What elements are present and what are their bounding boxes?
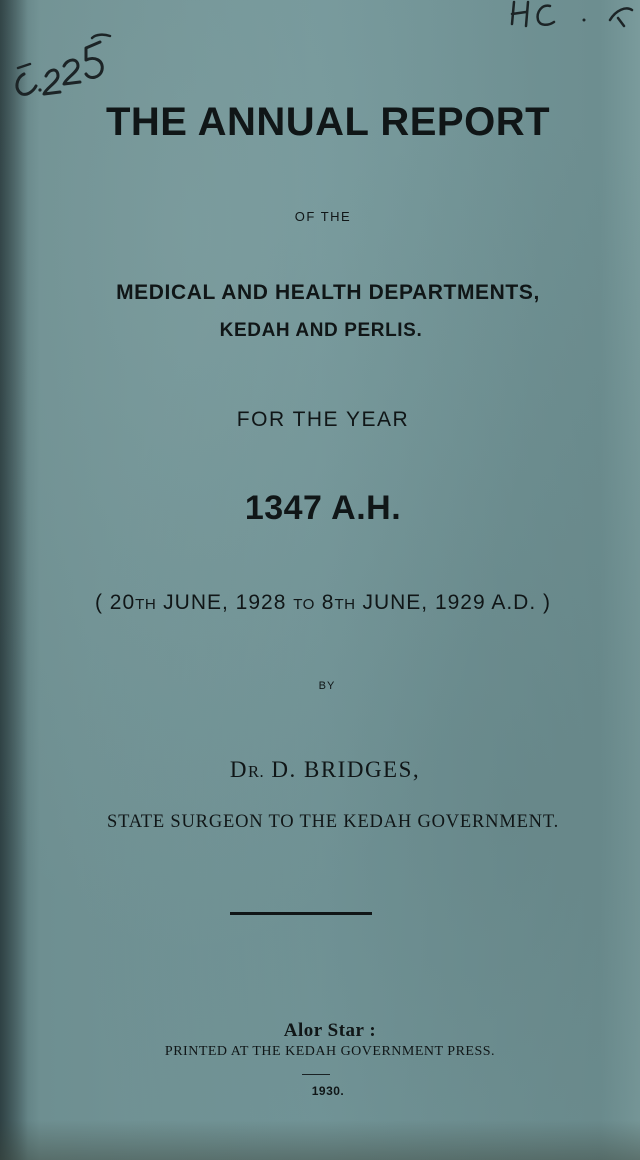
period-open: ( 20	[94, 591, 136, 614]
period-to: TO	[293, 596, 315, 613]
of-the-text: OF THE	[294, 209, 352, 224]
printer-line: PRINTED AT THE KEDAH GOVERNMENT PRESS.	[164, 1044, 496, 1059]
author-name	[0, 757, 640, 783]
publication-place: Alor Star :	[283, 1020, 377, 1041]
by-text: BY	[318, 680, 336, 692]
department-name: MEDICAL AND HEALTH DEPARTMENTS,	[116, 281, 540, 304]
author-prefix-small: R.	[247, 762, 265, 781]
bottom-edge-shadow	[0, 1120, 640, 1160]
small-divider	[302, 1074, 330, 1075]
report-year: 1347 A.H.	[244, 489, 402, 527]
period-end-ordinal: TH	[334, 596, 356, 613]
author-role: STATE SURGEON TO THE KEDAH GOVERNMENT.	[106, 812, 559, 832]
period-end-rest: JUNE, 1929 A.D. )	[355, 591, 552, 614]
period-start-rest: JUNE, 1928	[156, 591, 294, 614]
author-prefix: D	[229, 757, 248, 782]
divider-rule	[230, 912, 372, 915]
handwritten-catalogue-mark	[6, 28, 126, 100]
author-surname: D. BRIDGES,	[264, 757, 421, 782]
report-title: THE ANNUAL REPORT	[105, 100, 551, 144]
handwritten-shelf-mark	[506, 0, 636, 30]
period-start-ordinal: TH	[135, 596, 157, 613]
region-name: KEDAH AND PERLIS.	[219, 320, 423, 341]
report-period	[0, 591, 640, 615]
for-the-year-text: FOR THE YEAR	[236, 408, 410, 431]
period-end-day: 8	[314, 591, 335, 614]
publication-year: 1930.	[311, 1084, 345, 1098]
binding-shadow	[0, 0, 28, 1160]
